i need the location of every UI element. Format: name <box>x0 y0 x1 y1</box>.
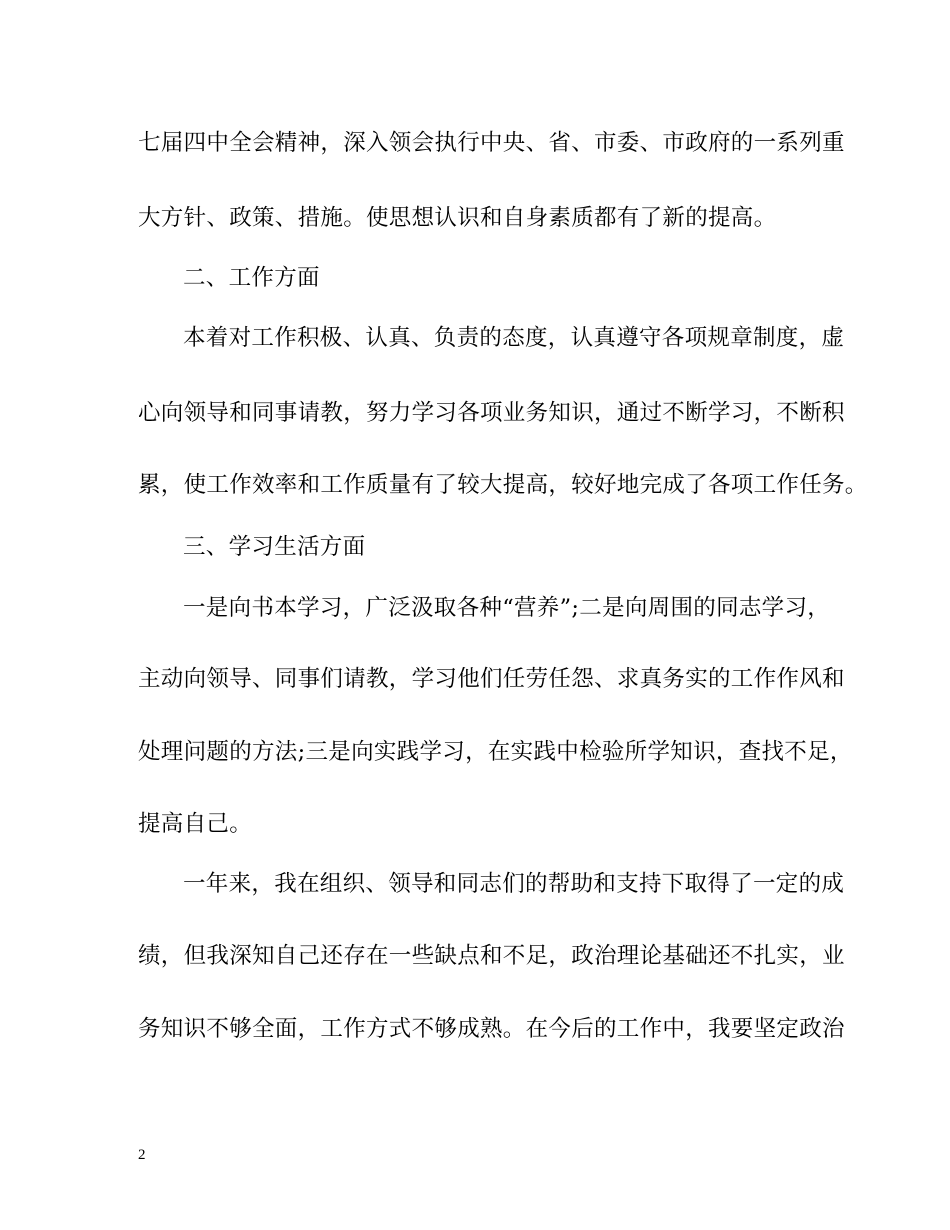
text-line: 主动向领导、同事们请教，学习他们任劳任怨、求真务实的工作作风和 <box>138 666 845 692</box>
text-line: 本着对工作积极、认真、负责的态度，认真遵守各项规章制度，虚 <box>183 325 845 351</box>
page-number: 2 <box>138 1147 146 1163</box>
section-heading-work: 二、工作方面 <box>183 265 320 291</box>
text-line: 累，使工作效率和工作质量有了较大提高，较好地完成了各项工作任务。 <box>138 472 868 498</box>
text-line: 绩，但我深知自己还存在一些缺点和不足，政治理论基础还不扎实，业 <box>138 943 845 969</box>
text-line: 心向领导和同事请教，努力学习各项业务知识，通过不断学习，不断积 <box>138 400 845 426</box>
text-line: 一是向书本学习，广泛汲取各种“营养”;二是向周围的同志学习， <box>183 595 831 621</box>
text-line: 提高自己。 <box>138 811 253 837</box>
text-line: 七届四中全会精神，深入领会执行中央、省、市委、市政府的一系列重 <box>138 130 845 156</box>
text-line: 务知识不够全面，工作方式不够成熟。在今后的工作中，我要坚定政治 <box>138 1016 845 1042</box>
section-heading-study-life: 三、学习生活方面 <box>183 534 366 560</box>
text-line: 大方针、政策、措施。使思想认识和自身素质都有了新的提高。 <box>138 205 777 231</box>
text-line: 一年来，我在组织、领导和同志们的帮助和支持下取得了一定的成 <box>183 871 845 897</box>
text-line: 处理问题的方法;三是向实践学习，在实践中检验所学知识，查找不足， <box>138 739 853 765</box>
